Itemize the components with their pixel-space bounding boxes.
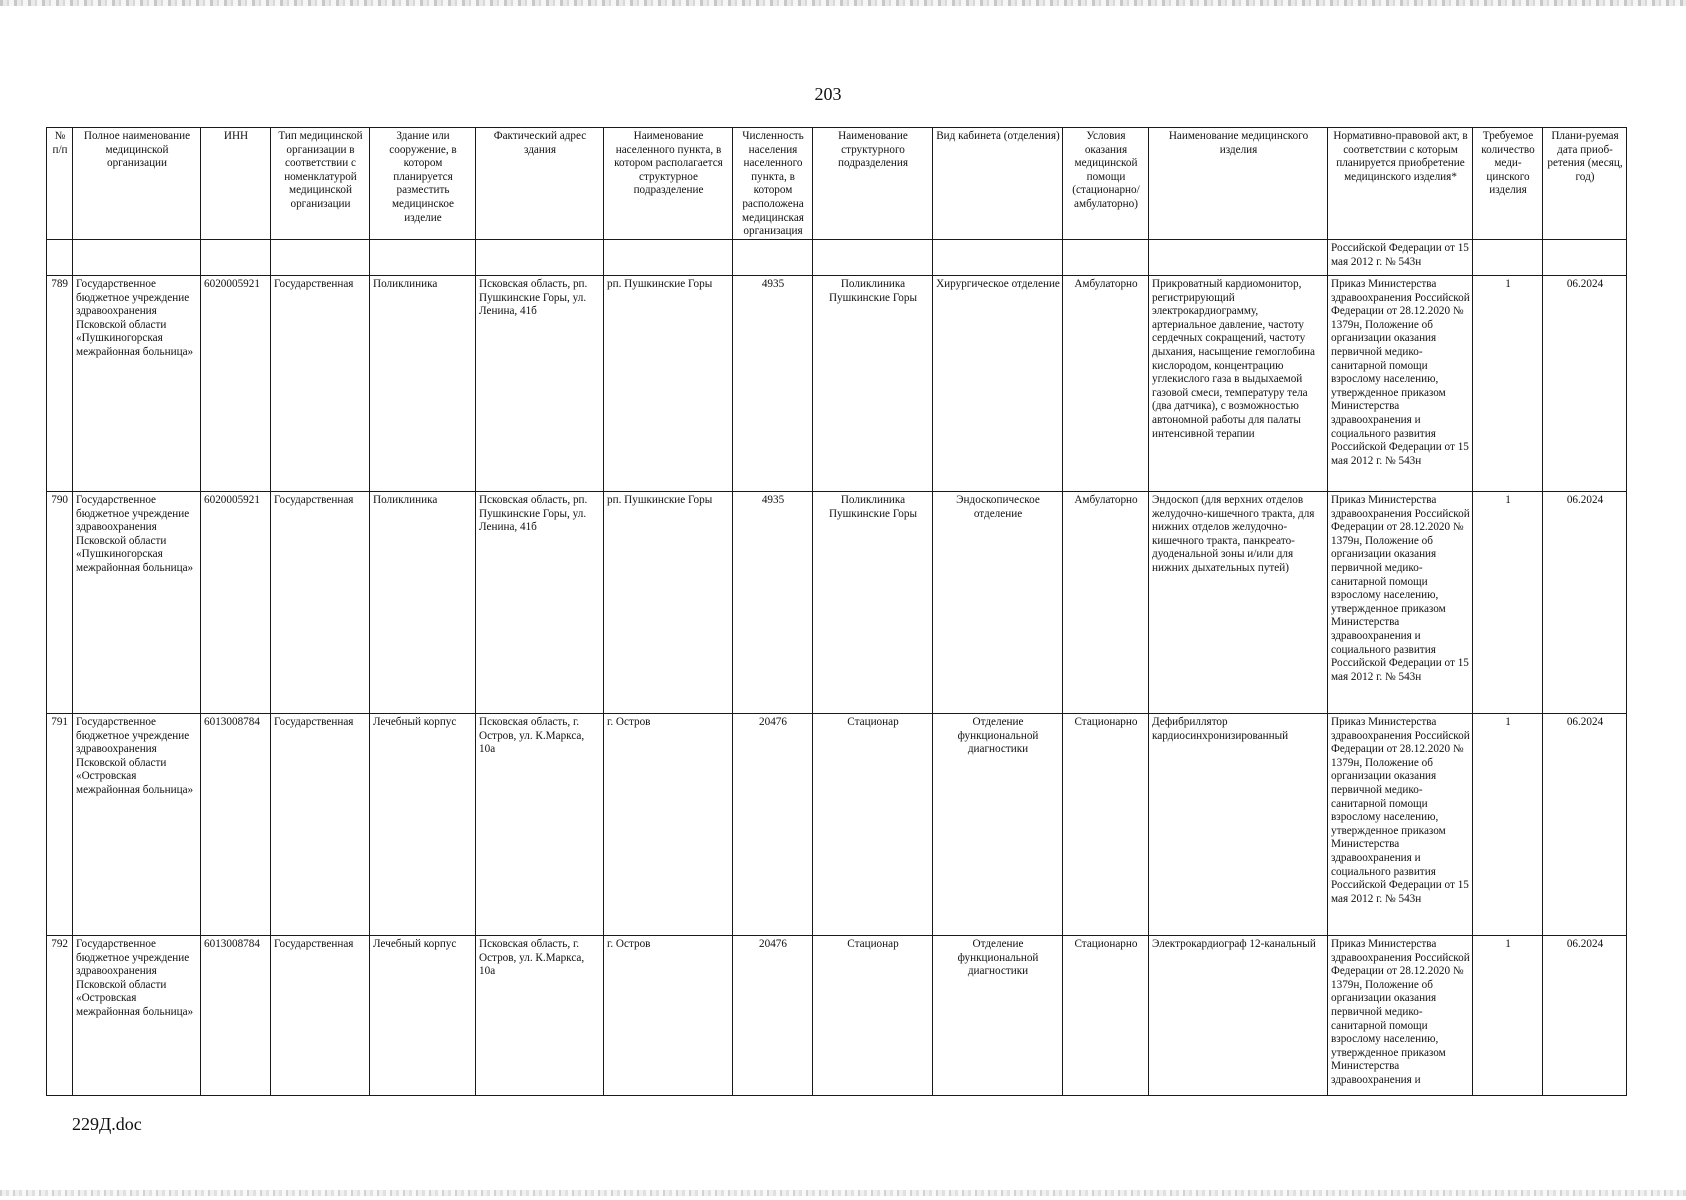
population: 20476 — [733, 714, 813, 936]
org-name: Государственное бюджетное учреждение здравоохранения Псковской области «Пушкиногорская межрайонная больница» — [73, 276, 201, 492]
cabinet-type: Эндоскопическое отделение — [933, 492, 1063, 714]
quantity: 1 — [1473, 492, 1543, 714]
table-cell — [733, 240, 813, 276]
medical-device: Электрокардиограф 12-канальный — [1149, 936, 1328, 1096]
table-cell — [933, 240, 1063, 276]
scan-edge-top — [0, 0, 1686, 6]
scan-edge-bottom — [0, 1190, 1686, 1196]
building: Лечебный корпус — [370, 714, 476, 936]
table-cell — [813, 240, 933, 276]
medical-device: Эндоскоп (для верхних отделов желудочно-кишечного тракта, для нижних отделов желудочно-кишечного тракта, панкреато-дуоденальной зоны и/или для нижних дыхательных путей) — [1149, 492, 1328, 714]
building: Лечебный корпус — [370, 936, 476, 1096]
table-cell — [1149, 240, 1328, 276]
address: Псковская область, г. Остров, ул. К.Маркса, 10а — [476, 714, 604, 936]
address: Псковская область, г. Остров, ул. К.Маркса, 10а — [476, 936, 604, 1096]
table-cell — [73, 240, 201, 276]
planned-date: 06.2024 — [1543, 936, 1627, 1096]
org-type: Государственная — [271, 936, 370, 1096]
table-cell — [604, 240, 733, 276]
table-cell — [1473, 240, 1543, 276]
table-row — [47, 714, 1627, 936]
care-conditions: Стационарно — [1063, 714, 1149, 936]
header-cell-cabinet: Вид кабинета (отделения) — [933, 128, 1063, 240]
legal-act: Приказ Министерства здравоохранения Российской Федерации от 28.12.2020 № 1379н, Положение об организации оказания первичной медико-санитарной помощи взрослому населению, утвержденное приказом Министерства здравоохранения и — [1328, 936, 1473, 1096]
inn: 6020005921 — [201, 492, 271, 714]
care-conditions: Амбулаторно — [1063, 276, 1149, 492]
inn: 6013008784 — [201, 936, 271, 1096]
legal-act: Приказ Министерства здравоохранения Российской Федерации от 28.12.2020 № 1379н, Положение об организации оказания первичной медико-санитарной помощи взрослому населению, утвержденное приказом Министерства здравоохранения и социального развития Российской Федерации от 15 мая 2012 г. № 543н — [1328, 714, 1473, 936]
planned-date: 06.2024 — [1543, 276, 1627, 492]
row-number: 791 — [47, 714, 73, 936]
building: Поликлиника — [370, 276, 476, 492]
header-cell-conditions: Условия оказания медицинской помощи (стационарно/амбулаторно) — [1063, 128, 1149, 240]
legal-act: Приказ Министерства здравоохранения Российской Федерации от 28.12.2020 № 1379н, Положение об организации оказания первичной медико-санитарной помощи взрослому населению, утвержденное приказом Министерства здравоохранения и социального развития Российской Федерации от 15 мая 2012 г. № 543н — [1328, 276, 1473, 492]
org-name: Государственное бюджетное учреждение здравоохранения Псковской области «Островская межрайонная больница» — [73, 936, 201, 1096]
planned-date: 06.2024 — [1543, 714, 1627, 936]
header-cell-org: Полное наименование медицинской организации — [73, 128, 201, 240]
header-cell-inn: ИНН — [201, 128, 271, 240]
org-type: Государственная — [271, 492, 370, 714]
quantity: 1 — [1473, 936, 1543, 1096]
quantity: 1 — [1473, 276, 1543, 492]
locality: рп. Пушкинские Горы — [604, 492, 733, 714]
row-number: 792 — [47, 936, 73, 1096]
header-cell-type: Тип медицинской организации в соответствии с номенклатурой медицинской организации — [271, 128, 370, 240]
structural-unit: Стационар — [813, 714, 933, 936]
structural-unit: Поликлиника Пушкинские Горы — [813, 276, 933, 492]
locality: рп. Пушкинские Горы — [604, 276, 733, 492]
structural-unit: Поликлиника Пушкинские Горы — [813, 492, 933, 714]
header-cell-qty: Требуемое количество меди-цинского изделия — [1473, 128, 1543, 240]
header-cell-num: № п/п — [47, 128, 73, 240]
structural-unit: Стационар — [813, 936, 933, 1096]
header-cell-address: Фактический адрес здания — [476, 128, 604, 240]
care-conditions: Амбулаторно — [1063, 492, 1149, 714]
registry-table — [46, 127, 1627, 1096]
table-cell — [201, 240, 271, 276]
header-cell-date: Плани-руемая дата приоб-ретения (месяц, год) — [1543, 128, 1627, 240]
footer-file-name: 229Д.doc — [72, 1114, 142, 1134]
header-cell-device: Наименование медицинского изделия — [1149, 128, 1328, 240]
medical-device: Прикроватный кардиомонитор, регистрирующий электрокардиограмму, артериальное давление, частоту сердечных сокращений, частоту дыхания, насыщение гемоглобина кислородом, концентрацию углекислого газа в выдыхаемой газовой смеси, температуру тела (два датчика), с возможностью автономной работы для палаты интенсивной терапии — [1149, 276, 1328, 492]
org-name: Государственное бюджетное учреждение здравоохранения Псковской области «Пушкиногорская межрайонная больница» — [73, 492, 201, 714]
header-cell-legal-act: Нормативно-правовой акт, в соответствии с которым планируется приобретение медицинского изделия* — [1328, 128, 1473, 240]
population: 4935 — [733, 276, 813, 492]
table-header-row — [47, 128, 1627, 240]
table-cell — [1063, 240, 1149, 276]
care-conditions: Стационарно — [1063, 936, 1149, 1096]
table-row — [47, 492, 1627, 714]
inn: 6013008784 — [201, 714, 271, 936]
page-number: 203 — [814, 84, 842, 104]
locality: г. Остров — [604, 936, 733, 1096]
locality: г. Остров — [604, 714, 733, 936]
table-row — [47, 936, 1627, 1096]
cabinet-type: Хирургическое отделение — [933, 276, 1063, 492]
legal-act: Приказ Министерства здравоохранения Российской Федерации от 28.12.2020 № 1379н, Положение об организации оказания первичной медико-санитарной помощи взрослому населению, утвержденное приказом Министерства здравоохранения и социального развития Российской Федерации от 15 мая 2012 г. № 543н — [1328, 492, 1473, 714]
org-name: Государственное бюджетное учреждение здравоохранения Псковской области «Островская межрайонная больница» — [73, 714, 201, 936]
planned-date: 06.2024 — [1543, 492, 1627, 714]
cabinet-type: Отделение функциональной диагностики — [933, 936, 1063, 1096]
table-cell — [1543, 240, 1627, 276]
continuation-row — [47, 240, 1627, 276]
table-cell — [47, 240, 73, 276]
continuation-legal-act: Российской Федерации от 15 мая 2012 г. № 543н — [1328, 240, 1473, 276]
address: Псковская область, рп. Пушкинские Горы, ул. Ленина, 41б — [476, 276, 604, 492]
row-number: 789 — [47, 276, 73, 492]
population: 20476 — [733, 936, 813, 1096]
org-type: Государственная — [271, 714, 370, 936]
header-cell-population: Численность населения населенного пункта, в котором расположена медицинская организация — [733, 128, 813, 240]
header-cell-locality: Наименование населенного пункта, в котором располагается структурное подразделение — [604, 128, 733, 240]
population: 4935 — [733, 492, 813, 714]
header-cell-unit: Наименование структурного подразделения — [813, 128, 933, 240]
table-row — [47, 276, 1627, 492]
cabinet-type: Отделение функциональной диагностики — [933, 714, 1063, 936]
header-cell-building: Здание или сооружение, в котором планируется разместить медицинское изделие — [370, 128, 476, 240]
org-type: Государственная — [271, 276, 370, 492]
row-number: 790 — [47, 492, 73, 714]
table-cell — [476, 240, 604, 276]
medical-device: Дефибриллятор кардиосинхронизированный — [1149, 714, 1328, 936]
address: Псковская область, рп. Пушкинские Горы, ул. Ленина, 41б — [476, 492, 604, 714]
quantity: 1 — [1473, 714, 1543, 936]
inn: 6020005921 — [201, 276, 271, 492]
table-cell — [271, 240, 370, 276]
table-cell — [370, 240, 476, 276]
building: Поликлиника — [370, 492, 476, 714]
